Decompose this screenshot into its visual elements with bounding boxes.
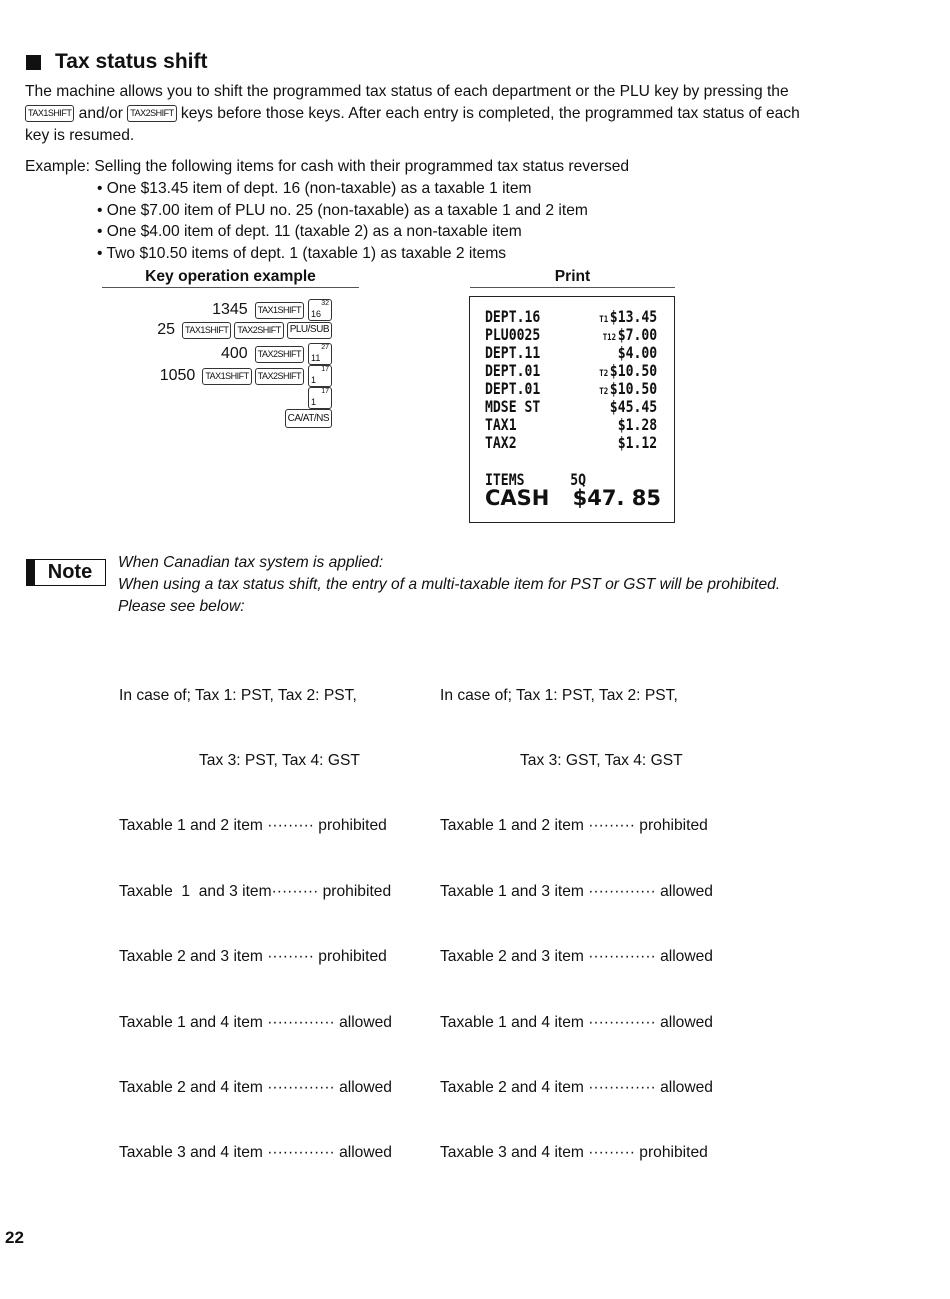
note-text: When Canadian tax system is applied: When using a tax status shift, the entry of a multi-taxable item for PST or GST will be prohibited. Please see below: (118, 554, 781, 615)
table-row: Taxable 1 and 2 item ········· prohibited (440, 817, 708, 835)
table-head: Tax 3: GST, Tax 4: GST (520, 751, 683, 769)
page-number: 22 (5, 1228, 24, 1247)
intro-line-2: TAX1SHIFT and/or TAX2SHIFT keys before those keys. After each entry is completed, the programmed tax status of each (25, 103, 845, 125)
note-bar (27, 560, 35, 585)
bullet-item: • One $13.45 item of dept. 16 (non-taxable) as a taxable 1 item (97, 180, 532, 197)
key-op-row (304, 387, 332, 409)
table-row: Taxable 2 and 3 item ············· allowed (440, 948, 713, 966)
key-operation-sequence (102, 299, 332, 434)
receipt-line: DEPT.11 $4.00 (485, 343, 658, 362)
receipt-items-line: ITEMS 5Q (485, 470, 587, 489)
printed-receipt (469, 296, 675, 523)
table-row: Taxable 2 and 3 item ········· prohibited (119, 948, 387, 966)
tax2shift-key: TAX2SHIFT (255, 368, 304, 385)
receipt-line: DEPT.16 T1 $13.45 (485, 307, 658, 326)
table-row: Taxable 1 and 3 item········· prohibited (119, 882, 392, 900)
example-lead: Example: Selling the following items for cash with their programmed tax status reversed (25, 158, 630, 175)
tax-table-right (440, 641, 713, 1186)
tax-table-left (119, 641, 392, 1186)
tax2shift-key: TAX2SHIFT (234, 322, 283, 339)
bullet-item: • One $4.00 item of dept. 11 (taxable 2) as a non-taxable item (97, 223, 522, 241)
heading-text: Tax status shift (55, 50, 208, 73)
tax1shift-key: TAX1SHIFT (255, 302, 304, 319)
note-badge (26, 559, 106, 586)
receipt-line: DEPT.01 T2 $10.50 (485, 361, 658, 380)
example-bullets (97, 178, 588, 265)
table-row: Taxable 1 and 3 item ············· allowed (440, 882, 713, 900)
receipt-line: TAX2 $1.12 (485, 433, 658, 452)
table-head: In case of; Tax 1: PST, Tax 2: PST, (119, 686, 357, 704)
key-op-row: 1050 TAX1SHIFT TAX2SHIFT 17 1 (160, 365, 332, 387)
bullet-item: • Two $10.50 items of dept. 1 (taxable 1) as taxable 2 items (97, 245, 507, 263)
tax2shift-key: TAX2SHIFT (255, 346, 304, 363)
table-head: In case of; Tax 1: PST, Tax 2: PST, (440, 686, 678, 704)
tax1shift-key: TAX1SHIFT (25, 105, 74, 122)
section-heading (26, 50, 207, 74)
ca-at-ns-key: CA/AT/NS (285, 409, 332, 428)
intro-line-1: The machine allows you to shift the programmed tax status of each department or the PLU key by pressing the (25, 83, 789, 100)
dept-key: 32 16 (308, 299, 332, 321)
table-row: Taxable 1 and 4 item ············· allowed (119, 1013, 392, 1031)
note-badge-text: Note (47, 561, 93, 583)
key-operation-title: Key operation example (145, 268, 316, 285)
tax2shift-key: TAX2SHIFT (127, 105, 176, 122)
print-title: Print (554, 268, 591, 285)
key-op-row (282, 409, 332, 428)
table-row: Taxable 1 and 2 item ········· prohibited (119, 817, 387, 835)
plu-sub-key: PLU/SUB (287, 322, 332, 339)
key-op-row: 400 TAX2SHIFT 27 11 (221, 343, 332, 365)
intro-line-3: key is resumed. (25, 127, 135, 144)
receipt-line: PLU0025 T12 $7.00 (485, 325, 658, 344)
receipt-cash-line: CASH $47. 85 (485, 486, 661, 510)
key-op-row: 1345 TAX1SHIFT 32 16 (212, 299, 332, 321)
dept-key: 17 1 (308, 365, 332, 387)
tax1shift-key: TAX1SHIFT (202, 368, 251, 385)
table-head: Tax 3: PST, Tax 4: GST (199, 751, 360, 769)
receipt-line: DEPT.01 T2 $10.50 (485, 379, 658, 398)
table-row: Taxable 3 and 4 item ········· prohibited (440, 1144, 708, 1162)
dept-key: 17 1 (308, 387, 332, 409)
key-op-row: 25 TAX1SHIFT TAX2SHIFT PLU/SUB (157, 321, 332, 339)
table-row: Taxable 2 and 4 item ············· allowed (119, 1078, 392, 1096)
bullet-item: • One $7.00 item of PLU no. 25 (non-taxable) as a taxable 1 and 2 item (97, 201, 588, 219)
dept-key: 27 11 (308, 343, 332, 365)
table-row: Taxable 3 and 4 item ············· allowed (119, 1144, 392, 1162)
square-bullet-icon (26, 55, 41, 70)
receipt-line: MDSE ST $45.45 (485, 397, 658, 416)
receipt-line: TAX1 $1.28 (485, 415, 658, 434)
table-row: Taxable 1 and 4 item ············· allowed (440, 1013, 713, 1031)
intro-paragraph (25, 81, 845, 147)
key-operation-divider (102, 287, 359, 288)
table-row: Taxable 2 and 4 item ············· allowed (440, 1078, 713, 1096)
print-divider (470, 287, 675, 288)
tax1shift-key: TAX1SHIFT (182, 322, 231, 339)
